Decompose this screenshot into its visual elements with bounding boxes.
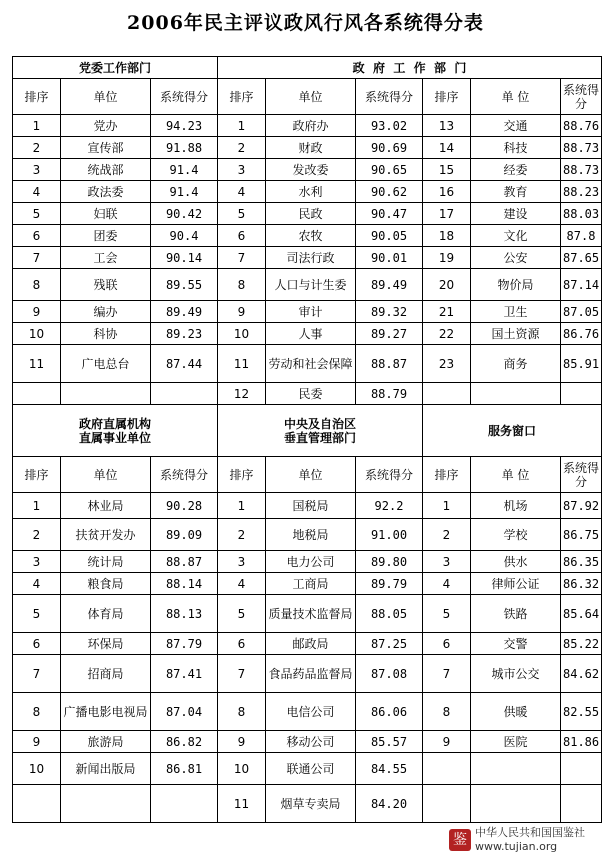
score-cell: 89.23 xyxy=(151,323,218,345)
table-row xyxy=(13,203,602,225)
table-row xyxy=(13,247,602,269)
score-cell: 85.64 xyxy=(561,595,602,633)
rank-cell: 23 xyxy=(423,345,471,383)
rank-cell: 11 xyxy=(218,785,266,823)
rank-cell: 21 xyxy=(423,301,471,323)
score-cell: 89.27 xyxy=(356,323,423,345)
rank-cell: 8 xyxy=(218,693,266,731)
rank-cell: 20 xyxy=(423,269,471,301)
table-row xyxy=(13,655,602,693)
unit-cell: 发改委 xyxy=(266,159,356,181)
score-header: 系统得分 xyxy=(356,457,423,493)
rank-cell: 6 xyxy=(218,633,266,655)
unit-cell: 国土资源 xyxy=(471,323,561,345)
rank-cell: 13 xyxy=(423,115,471,137)
score-cell xyxy=(151,785,218,823)
unit-cell: 邮政局 xyxy=(266,633,356,655)
rank-cell: 11 xyxy=(13,345,61,383)
unit-header: 单位 xyxy=(266,79,356,115)
unit-cell: 地税局 xyxy=(266,519,356,551)
unit-cell: 律师公证 xyxy=(471,573,561,595)
section-service-title-line: 服务窗口 xyxy=(487,423,536,438)
section-government-title: 政 府 工 作 部 门 xyxy=(218,57,602,79)
score-cell: 88.13 xyxy=(151,595,218,633)
score-cell: 87.44 xyxy=(151,345,218,383)
score-cell: 89.80 xyxy=(356,551,423,573)
rank-cell: 10 xyxy=(13,753,61,785)
rank-header: 排序 xyxy=(218,79,266,115)
score-cell: 85.91 xyxy=(561,345,602,383)
unit-cell xyxy=(61,785,151,823)
unit-cell: 经委 xyxy=(471,159,561,181)
rank-cell: 1 xyxy=(13,493,61,519)
unit-cell: 人口与计生委 xyxy=(266,269,356,301)
score-cell: 87.05 xyxy=(561,301,602,323)
unit-cell: 残联 xyxy=(61,269,151,301)
table-row xyxy=(13,225,602,247)
rank-cell: 9 xyxy=(423,731,471,753)
unit-cell: 学校 xyxy=(471,519,561,551)
score-cell: 84.55 xyxy=(356,753,423,785)
table-row xyxy=(13,345,602,383)
rank-cell: 8 xyxy=(13,269,61,301)
score-cell: 86.81 xyxy=(151,753,218,785)
rank-cell: 22 xyxy=(423,323,471,345)
unit-cell xyxy=(471,753,561,785)
unit-cell: 扶贫开发办 xyxy=(61,519,151,551)
score-cell: 88.87 xyxy=(356,345,423,383)
rank-cell: 8 xyxy=(218,269,266,301)
watermark-line1: 中华人民共和国国鉴社 xyxy=(475,826,585,839)
score-cell: 87.25 xyxy=(356,633,423,655)
rank-header: 排序 xyxy=(13,457,61,493)
unit-cell: 统战部 xyxy=(61,159,151,181)
unit-cell: 科技 xyxy=(471,137,561,159)
unit-header: 单位 xyxy=(266,457,356,493)
score-cell xyxy=(561,785,602,823)
unit-cell: 交通 xyxy=(471,115,561,137)
unit-cell: 建设 xyxy=(471,203,561,225)
rank-cell: 7 xyxy=(13,655,61,693)
score-cell: 88.79 xyxy=(356,383,423,405)
section-service-title xyxy=(423,405,602,457)
score-cell: 90.14 xyxy=(151,247,218,269)
score-cell: 85.57 xyxy=(356,731,423,753)
score-cell: 84.62 xyxy=(561,655,602,693)
unit-cell: 机场 xyxy=(471,493,561,519)
rank-cell: 10 xyxy=(218,323,266,345)
table-row xyxy=(13,573,602,595)
score-cell: 88.03 xyxy=(561,203,602,225)
unit-cell: 旅游局 xyxy=(61,731,151,753)
unit-cell: 广电总台 xyxy=(61,345,151,383)
unit-cell: 党办 xyxy=(61,115,151,137)
score-header: 系统得分 xyxy=(356,79,423,115)
unit-cell: 体育局 xyxy=(61,595,151,633)
score-cell: 89.55 xyxy=(151,269,218,301)
rank-cell: 19 xyxy=(423,247,471,269)
score-cell: 90.28 xyxy=(151,493,218,519)
unit-header: 单位 xyxy=(61,457,151,493)
watermark-logo-icon: 鉴 xyxy=(449,829,471,851)
unit-cell: 宣传部 xyxy=(61,137,151,159)
score-cell: 87.08 xyxy=(356,655,423,693)
score-cell: 89.49 xyxy=(151,301,218,323)
section-direct-title xyxy=(13,405,218,457)
unit-cell: 民委 xyxy=(266,383,356,405)
score-cell: 85.22 xyxy=(561,633,602,655)
unit-cell: 供水 xyxy=(471,551,561,573)
score-cell: 92.2 xyxy=(356,493,423,519)
unit-cell: 劳动和社会保障 xyxy=(266,345,356,383)
table-row xyxy=(13,731,602,753)
unit-cell: 工商局 xyxy=(266,573,356,595)
rank-cell: 12 xyxy=(218,383,266,405)
rank-cell: 2 xyxy=(423,519,471,551)
unit-cell: 电信公司 xyxy=(266,693,356,731)
score-cell: 87.8 xyxy=(561,225,602,247)
rank-cell: 4 xyxy=(13,573,61,595)
rank-cell: 15 xyxy=(423,159,471,181)
unit-cell: 卫生 xyxy=(471,301,561,323)
table-row xyxy=(13,785,602,823)
score-cell: 88.73 xyxy=(561,159,602,181)
rank-cell: 2 xyxy=(13,519,61,551)
score-cell: 88.23 xyxy=(561,181,602,203)
unit-cell: 政府办 xyxy=(266,115,356,137)
score-header: 系统得分 xyxy=(561,457,602,493)
score-cell: 87.65 xyxy=(561,247,602,269)
score-cell: 86.82 xyxy=(151,731,218,753)
score-cell: 89.09 xyxy=(151,519,218,551)
score-header: 系统得分 xyxy=(151,79,218,115)
rank-cell: 14 xyxy=(423,137,471,159)
rank-cell: 11 xyxy=(218,345,266,383)
rank-cell: 5 xyxy=(13,203,61,225)
unit-cell: 司法行政 xyxy=(266,247,356,269)
unit-cell: 交警 xyxy=(471,633,561,655)
score-cell: 91.4 xyxy=(151,181,218,203)
unit-cell: 统计局 xyxy=(61,551,151,573)
score-cell: 86.06 xyxy=(356,693,423,731)
unit-cell: 商务 xyxy=(471,345,561,383)
table-row xyxy=(13,301,602,323)
rank-cell: 1 xyxy=(423,493,471,519)
rank-cell: 4 xyxy=(423,573,471,595)
section-vertical-title xyxy=(218,405,423,457)
rank-cell: 1 xyxy=(13,115,61,137)
unit-cell: 农牧 xyxy=(266,225,356,247)
rank-cell: 4 xyxy=(218,573,266,595)
score-cell: 87.92 xyxy=(561,493,602,519)
rank-cell: 4 xyxy=(218,181,266,203)
rank-cell xyxy=(423,383,471,405)
rank-cell: 5 xyxy=(218,595,266,633)
rank-cell: 5 xyxy=(13,595,61,633)
rank-cell: 9 xyxy=(218,301,266,323)
score-cell: 93.02 xyxy=(356,115,423,137)
table-row xyxy=(13,269,602,301)
score-cell: 90.4 xyxy=(151,225,218,247)
score-cell: 88.14 xyxy=(151,573,218,595)
score-cell: 87.14 xyxy=(561,269,602,301)
unit-header: 单位 xyxy=(61,79,151,115)
unit-cell: 铁路 xyxy=(471,595,561,633)
table-row xyxy=(13,519,602,551)
rank-cell: 3 xyxy=(13,159,61,181)
rank-cell: 6 xyxy=(13,633,61,655)
score-cell: 81.86 xyxy=(561,731,602,753)
unit-cell: 供暖 xyxy=(471,693,561,731)
watermark-line2: www.tujian.org xyxy=(475,840,558,853)
unit-cell xyxy=(471,785,561,823)
score-cell: 88.87 xyxy=(151,551,218,573)
watermark xyxy=(449,823,609,857)
score-cell: 91.88 xyxy=(151,137,218,159)
rank-cell: 2 xyxy=(218,137,266,159)
unit-cell: 民政 xyxy=(266,203,356,225)
unit-cell: 质量技术监督局 xyxy=(266,595,356,633)
score-cell: 91.00 xyxy=(356,519,423,551)
rank-cell: 8 xyxy=(423,693,471,731)
rank-cell: 9 xyxy=(13,731,61,753)
unit-cell: 环保局 xyxy=(61,633,151,655)
score-cell: 86.35 xyxy=(561,551,602,573)
unit-cell: 政法委 xyxy=(61,181,151,203)
rank-cell: 9 xyxy=(218,731,266,753)
table-row xyxy=(13,753,602,785)
score-cell: 86.75 xyxy=(561,519,602,551)
unit-cell: 城市公交 xyxy=(471,655,561,693)
section-direct-title-line: 直属事业单位 xyxy=(78,430,151,445)
score-cell xyxy=(151,383,218,405)
rank-cell: 3 xyxy=(423,551,471,573)
table-row xyxy=(13,493,602,519)
score-table xyxy=(12,56,602,823)
rank-cell: 8 xyxy=(13,693,61,731)
rank-cell: 7 xyxy=(423,655,471,693)
rank-cell: 2 xyxy=(13,137,61,159)
unit-cell: 公安 xyxy=(471,247,561,269)
rank-cell: 18 xyxy=(423,225,471,247)
rank-cell: 5 xyxy=(423,595,471,633)
unit-cell: 文化 xyxy=(471,225,561,247)
score-cell: 90.05 xyxy=(356,225,423,247)
table-row xyxy=(13,181,602,203)
unit-cell: 物价局 xyxy=(471,269,561,301)
rank-cell xyxy=(423,785,471,823)
unit-cell: 移动公司 xyxy=(266,731,356,753)
rank-cell: 10 xyxy=(218,753,266,785)
rank-header: 排序 xyxy=(13,79,61,115)
rank-cell: 6 xyxy=(218,225,266,247)
table-row xyxy=(13,159,602,181)
score-cell: 90.42 xyxy=(151,203,218,225)
score-cell xyxy=(561,383,602,405)
unit-cell: 广播电影电视局 xyxy=(61,693,151,731)
rank-cell: 1 xyxy=(218,493,266,519)
rank-header: 排序 xyxy=(423,457,471,493)
table-row xyxy=(13,323,602,345)
section-party-title: 党委工作部门 xyxy=(13,57,218,79)
score-cell: 90.62 xyxy=(356,181,423,203)
unit-cell: 食品药品监督局 xyxy=(266,655,356,693)
page-title: 2006年民主评议政风行风各系统得分表 xyxy=(127,12,484,34)
unit-cell: 粮食局 xyxy=(61,573,151,595)
unit-cell: 编办 xyxy=(61,301,151,323)
rank-cell: 7 xyxy=(13,247,61,269)
score-cell: 89.49 xyxy=(356,269,423,301)
unit-cell: 审计 xyxy=(266,301,356,323)
rank-cell: 1 xyxy=(218,115,266,137)
table-row xyxy=(13,693,602,731)
unit-cell: 水利 xyxy=(266,181,356,203)
score-cell: 91.4 xyxy=(151,159,218,181)
unit-cell: 医院 xyxy=(471,731,561,753)
unit-cell: 团委 xyxy=(61,225,151,247)
score-cell: 88.73 xyxy=(561,137,602,159)
table-row xyxy=(13,137,602,159)
unit-header: 单 位 xyxy=(471,457,561,493)
score-cell: 87.79 xyxy=(151,633,218,655)
score-header: 系统得分 xyxy=(151,457,218,493)
rank-cell xyxy=(13,383,61,405)
score-header: 系统得分 xyxy=(561,79,602,115)
score-cell: 90.65 xyxy=(356,159,423,181)
rank-header: 排序 xyxy=(423,79,471,115)
rank-header: 排序 xyxy=(218,457,266,493)
unit-cell: 烟草专卖局 xyxy=(266,785,356,823)
score-cell: 86.32 xyxy=(561,573,602,595)
score-cell: 90.69 xyxy=(356,137,423,159)
table-row xyxy=(13,383,602,405)
unit-cell: 新闻出版局 xyxy=(61,753,151,785)
unit-cell: 电力公司 xyxy=(266,551,356,573)
unit-cell: 联通公司 xyxy=(266,753,356,785)
unit-cell: 人事 xyxy=(266,323,356,345)
unit-cell: 招商局 xyxy=(61,655,151,693)
score-cell: 86.76 xyxy=(561,323,602,345)
score-cell: 94.23 xyxy=(151,115,218,137)
score-cell: 84.20 xyxy=(356,785,423,823)
unit-cell: 科协 xyxy=(61,323,151,345)
table-row xyxy=(13,633,602,655)
section-vertical-title-line: 垂直管理部门 xyxy=(283,430,356,445)
unit-cell xyxy=(61,383,151,405)
rank-cell: 2 xyxy=(218,519,266,551)
rank-cell: 3 xyxy=(218,551,266,573)
rank-cell xyxy=(423,753,471,785)
unit-header: 单 位 xyxy=(471,79,561,115)
score-cell xyxy=(561,753,602,785)
section-direct-title-line: 政府直属机构 xyxy=(78,416,151,431)
rank-cell: 3 xyxy=(218,159,266,181)
rank-cell xyxy=(13,785,61,823)
rank-cell: 17 xyxy=(423,203,471,225)
score-cell: 87.41 xyxy=(151,655,218,693)
table-row xyxy=(13,595,602,633)
unit-cell: 财政 xyxy=(266,137,356,159)
rank-cell: 6 xyxy=(13,225,61,247)
score-cell: 89.32 xyxy=(356,301,423,323)
score-cell: 82.55 xyxy=(561,693,602,731)
score-cell: 90.47 xyxy=(356,203,423,225)
score-cell: 88.76 xyxy=(561,115,602,137)
unit-cell: 工会 xyxy=(61,247,151,269)
rank-cell: 5 xyxy=(218,203,266,225)
rank-cell: 16 xyxy=(423,181,471,203)
score-cell: 89.79 xyxy=(356,573,423,595)
score-cell: 90.01 xyxy=(356,247,423,269)
unit-cell xyxy=(471,383,561,405)
table-row xyxy=(13,551,602,573)
rank-cell: 7 xyxy=(218,247,266,269)
rank-cell: 6 xyxy=(423,633,471,655)
table-row xyxy=(13,115,602,137)
unit-cell: 妇联 xyxy=(61,203,151,225)
unit-cell: 教育 xyxy=(471,181,561,203)
rank-cell: 4 xyxy=(13,181,61,203)
rank-cell: 7 xyxy=(218,655,266,693)
unit-cell: 国税局 xyxy=(266,493,356,519)
rank-cell: 9 xyxy=(13,301,61,323)
score-cell: 88.05 xyxy=(356,595,423,633)
rank-cell: 10 xyxy=(13,323,61,345)
section-vertical-title-line: 中央及自治区 xyxy=(283,416,356,431)
score-cell: 87.04 xyxy=(151,693,218,731)
unit-cell: 林业局 xyxy=(61,493,151,519)
rank-cell: 3 xyxy=(13,551,61,573)
